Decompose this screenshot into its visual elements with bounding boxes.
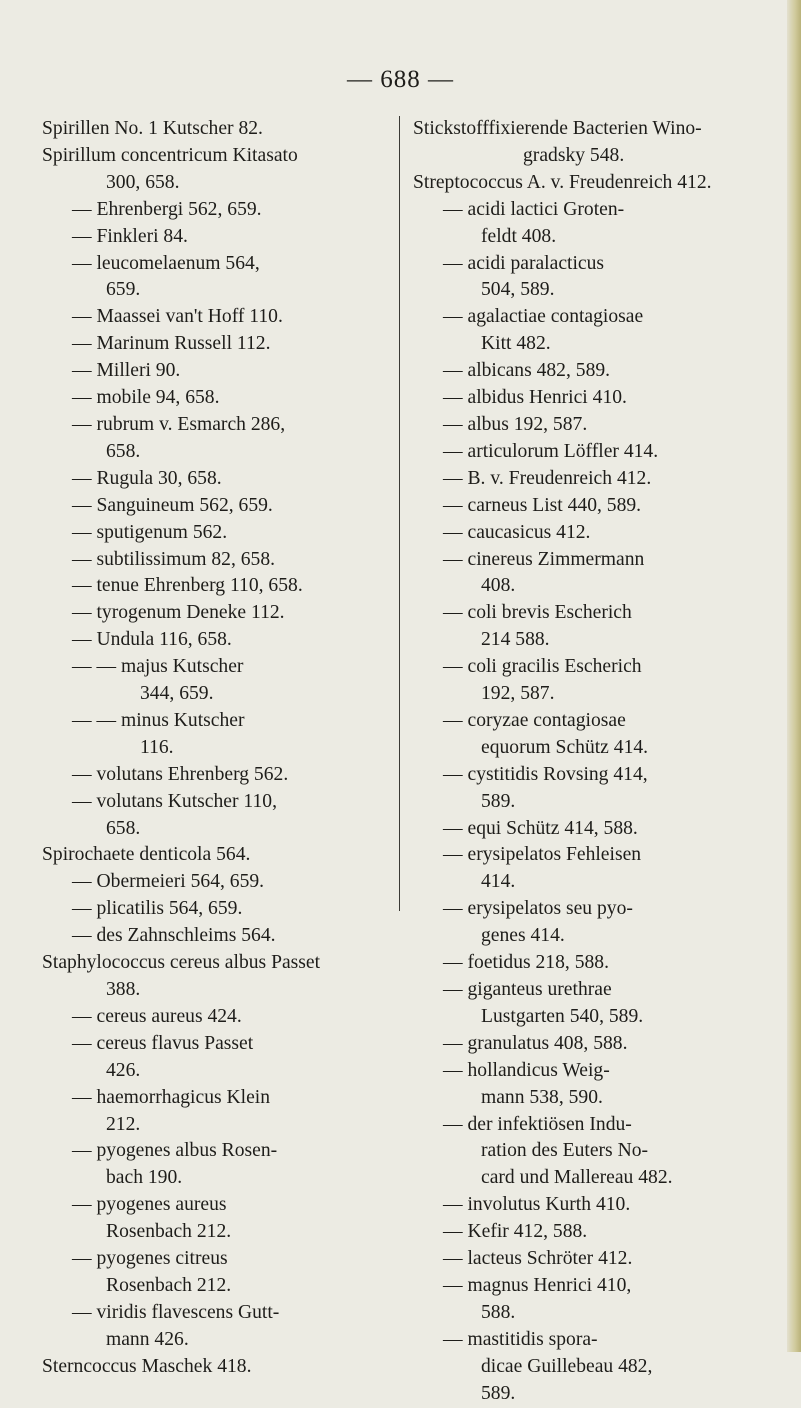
index-entry-line: 300, 658. [106, 171, 180, 193]
index-entry-line: genes 414. [481, 925, 565, 947]
index-entry-line: — albus 192, 587. [443, 413, 588, 435]
index-entry-line: — acidi lactici Groten- [443, 198, 625, 220]
index-entry-line: — viridis flavescens Gutt- [72, 1301, 280, 1323]
index-entry-line: — agalactiae contagiosae [443, 306, 644, 328]
index-entry-line: — tenue Ehrenberg 110, 658. [72, 575, 303, 597]
index-entry-line: — erysipelatos seu pyo- [443, 898, 633, 920]
index-entry-line: — plicatilis 564, 659. [72, 898, 243, 920]
index-entry-line: Staphylococcus cereus albus Passet [42, 952, 321, 974]
index-entry-line: Rosenbach 212. [106, 1274, 232, 1296]
index-entry-line: — des Zahnschleims 564. [72, 925, 276, 947]
index-entry-line: 589. [481, 1382, 516, 1404]
index-entry-line: — subtilissimum 82, 658. [72, 548, 276, 570]
index-entry-line: — hollandicus Weig- [443, 1059, 610, 1081]
index-entry-line: — Finkleri 84. [72, 225, 188, 247]
index-entry-line: 192, 587. [481, 683, 555, 705]
index-entry-line: — lacteus Schröter 412. [443, 1248, 633, 1270]
index-entry-line: — Ehrenbergi 562, 659. [72, 198, 262, 220]
index-entry-line: 214 588. [481, 629, 550, 651]
index-entry-line: — tyrogenum Deneke 112. [72, 602, 285, 624]
index-entry-line: 408. [481, 575, 516, 597]
index-entry-line: — leucomelaenum 564, [72, 252, 260, 274]
index-entry-line: — cystitidis Rovsing 414, [443, 763, 648, 785]
index-entry-line: — articulorum Löffler 414. [443, 440, 659, 462]
index-entry-line: Spirochaete denticola 564. [42, 844, 251, 866]
index-entry-line: — — minus Kutscher [72, 709, 245, 731]
index-entry-line: Rosenbach 212. [106, 1221, 232, 1243]
page-edge-shadow [787, 0, 801, 1352]
index-entry-line: feldt 408. [481, 225, 557, 247]
index-entry-line: — magnus Henrici 410, [443, 1274, 632, 1296]
index-entry-line: 388. [106, 979, 141, 1000]
index-entry-line: — rubrum v. Esmarch 286, [72, 413, 286, 435]
index-entry-line: — Rugula 30, 658. [72, 467, 222, 489]
index-entry-line: ration des Euters No- [481, 1140, 649, 1162]
index-entry-line: 212. [106, 1113, 141, 1135]
index-entry-line: — der infektiösen Indu- [443, 1113, 632, 1135]
index-entry-line: — cinereus Zimmermann [443, 548, 645, 570]
index-entry-line: — volutans Kutscher 110, [72, 790, 277, 812]
index-entry-line: — carneus List 440, 589. [443, 494, 642, 516]
index-entry-line: 426. [106, 1059, 141, 1081]
index-entry-line: — equi Schütz 414, 588. [443, 817, 638, 839]
index-entry-line: — coryzae contagiosae [443, 709, 626, 731]
index-entry-line: Lustgarten 540, 589. [481, 1005, 644, 1027]
index-entry-line: — erysipelatos Fehleisen [443, 844, 642, 866]
index-entry-line: — Undula 116, 658. [72, 629, 232, 651]
index-entry-line: 504, 589. [481, 279, 555, 301]
index-entry-line: — involutus Kurth 410. [443, 1194, 631, 1216]
index-entry-line: — Maassei van't Hoff 110. [72, 306, 283, 328]
index-entry-line: — albicans 482, 589. [443, 360, 611, 382]
right-column [413, 116, 763, 1408]
index-entry-line: card und Mallereau 482. [481, 1167, 673, 1189]
index-entry-line: — granulatus 408, 588. [443, 1032, 628, 1054]
index-entry-line: bach 190. [106, 1167, 183, 1189]
index-entry-line: — haemorrhagicus Klein [72, 1086, 271, 1108]
index-entry-line: 659. [106, 279, 141, 301]
index-entry-line: — mastitidis spora- [443, 1328, 598, 1350]
index-entry-line: — coli brevis Escherich [443, 602, 632, 624]
index-entry-line: 658. [106, 817, 141, 839]
index-entry-line: — volutans Ehrenberg 562. [72, 763, 289, 785]
index-entry-line: 588. [481, 1301, 516, 1323]
index-entry-line: — sputigenum 562. [72, 521, 228, 543]
index-entry-line: mann 426. [106, 1328, 189, 1350]
index-entry-line: — B. v. Freudenreich 412. [443, 467, 652, 489]
index-entry-line: equorum Schütz 414. [481, 736, 649, 758]
index-entry-line: 116. [140, 736, 174, 758]
index-entry-line: Streptococcus A. v. Freudenreich 412. [413, 171, 712, 193]
index-entry-line: — Sanguineum 562, 659. [72, 494, 273, 516]
left-column [42, 116, 392, 1381]
index-entry-line: 344, 659. [140, 683, 214, 705]
index-entry-line: — cereus flavus Passet [72, 1032, 254, 1054]
index-entry-line: Spirillum concentricum Kitasato [42, 144, 298, 166]
index-entry-line: dicae Guillebeau 482, [481, 1355, 653, 1377]
index-entry-line: — cereus aureus 424. [72, 1005, 242, 1027]
index-entry-line: — acidi paralacticus [443, 252, 605, 274]
index-entry-line: — coli gracilis Escherich [443, 656, 642, 678]
index-entry-line: — Marinum Russell 112. [72, 333, 271, 355]
index-entry-line: — — majus Kutscher [72, 656, 244, 678]
index-entry-line: — Kefir 412, 588. [443, 1221, 588, 1243]
index-entry-line: gradsky 548. [523, 144, 625, 166]
index-entry-line: — albidus Henrici 410. [443, 387, 627, 409]
index-entry-line: — foetidus 218, 588. [443, 952, 609, 974]
index-entry-line: Sterncoccus Maschek 418. [42, 1355, 252, 1377]
index-entry-line: — mobile 94, 658. [72, 387, 220, 409]
index-entry-line: 658. [106, 440, 141, 462]
column-divider [399, 116, 400, 911]
index-entry-line: — pyogenes citreus [72, 1248, 228, 1270]
index-entry-line: 589. [481, 790, 516, 812]
index-entry-line: Kitt 482. [481, 333, 551, 355]
page-number-header: — 688 — [347, 66, 454, 93]
index-entry-line: Spirillen No. 1 Kutscher 82. [42, 118, 263, 139]
index-entry-line: — pyogenes aureus [72, 1194, 227, 1216]
index-entry-line: Stickstofffixierende Bacterien Wino- [413, 118, 702, 139]
index-entry-line: 414. [481, 871, 516, 893]
index-entry-line: mann 538, 590. [481, 1086, 603, 1108]
index-entry-line: — Milleri 90. [72, 360, 181, 382]
index-entry-line: — caucasicus 412. [443, 521, 591, 543]
index-entry-line: — Obermeieri 564, 659. [72, 871, 265, 893]
index-entry-line: — pyogenes albus Rosen- [72, 1140, 278, 1162]
index-entry-line: — giganteus urethrae [443, 979, 612, 1000]
